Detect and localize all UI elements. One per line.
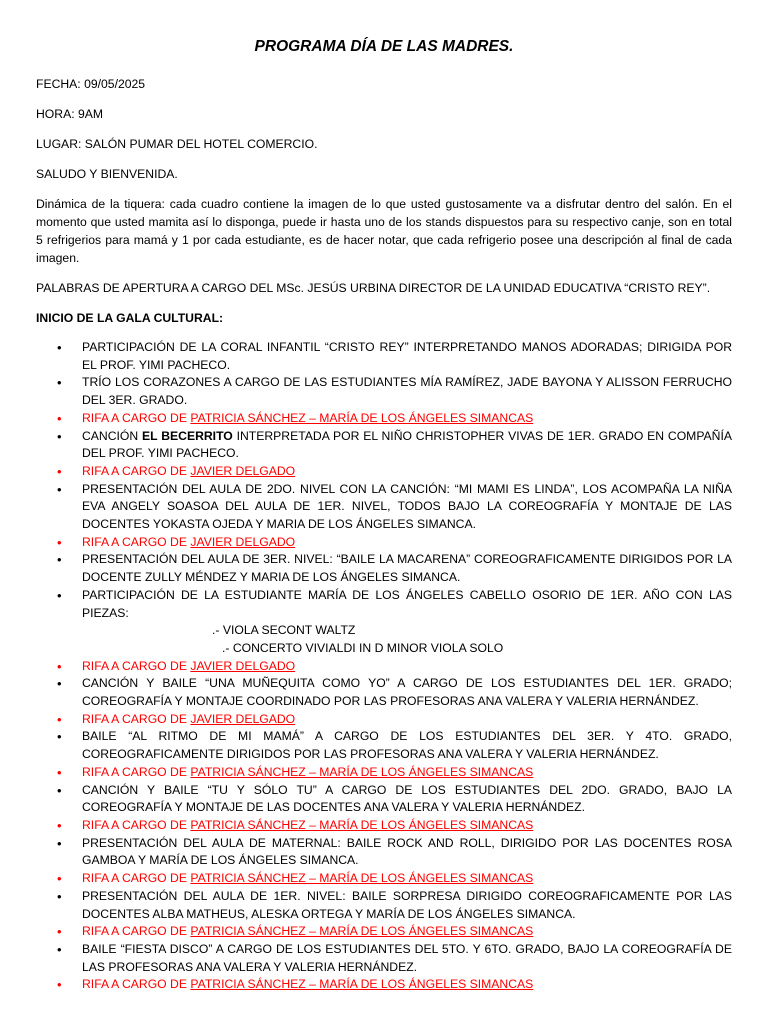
program-item — [36, 339, 732, 374]
raffle-prefix: RIFA A CARGO DE — [82, 534, 191, 549]
raffle-item — [36, 410, 732, 428]
bullet-icon: • — [57, 729, 62, 745]
item-text: PRESENTACIÓN DEL AULA DE 2DO. NIVEL CON LA CANCIÓN: “MI MAMI ES LINDA”, LOS ACOMPAÑA LA NIÑA EVA ANGELY SOASOA DEL AULA DE 1ER. NIVEL, TODOS BAJO LA COREOGRAFÍA Y MONTAJE DE LAS DOCENTES YOKASTA OJEDA Y MARIA DE LOS ÁNGELES SIMANCA. — [82, 481, 732, 532]
bullet-icon: • — [57, 676, 62, 692]
program-item — [36, 551, 732, 586]
raffle-prefix: RIFA A CARGO DE — [82, 463, 191, 478]
bullet-icon: • — [57, 941, 62, 957]
raffle-responsible: PATRICIA SÁNCHEZ – MARÍA DE LOS ÁNGELES SIMANCAS — [190, 977, 534, 992]
raffle-prefix: RIFA A CARGO DE — [82, 817, 191, 832]
item-text: PRESENTACIÓN DEL AULA DE MATERNAL: BAILE ROCK AND ROLL, DIRIGIDO POR LAS DOCENTES ROSA GAMBOA Y MARÍA DE LOS ÁNGELES SIMANCA. — [82, 835, 732, 868]
bullet-icon: • — [57, 764, 62, 780]
bullet-icon: • — [57, 711, 62, 727]
raffle-item — [36, 764, 732, 782]
bullet-icon: • — [57, 410, 62, 426]
item-text: CANCIÓN Y BAILE “UNA MUÑEQUITA COMO YO” A CARGO DE LOS ESTUDIANTES DEL 1ER. GRADO; COREOGRAFÍA Y MONTAJE COORDINADO POR LAS PROFESORAS ANA VALERA Y VALERIA HERNÁNDEZ. — [82, 676, 732, 709]
raffle-responsible: PATRICIA SÁNCHEZ – MARÍA DE LOS ÁNGELES SIMANCAS — [190, 764, 534, 779]
program-item — [36, 888, 732, 923]
bullet-icon: • — [57, 552, 62, 568]
bullet-icon: • — [57, 658, 62, 674]
raffle-item — [36, 534, 732, 552]
bullet-icon: • — [57, 817, 62, 833]
bullet-icon: • — [57, 587, 62, 603]
bullet-icon: • — [57, 428, 62, 444]
piece-line: .- CONCERTO VIVIALDI IN D MINOR VIOLA SOLO — [222, 640, 504, 655]
raffle-item — [36, 658, 732, 676]
raffle-responsible: PATRICIA SÁNCHEZ – MARÍA DE LOS ÁNGELES SIMANCAS — [190, 871, 534, 886]
page-title: PROGRAMA DÍA DE LAS MADRES. — [254, 38, 514, 55]
bullet-icon: • — [57, 481, 62, 497]
item-text: INTERPRETADA POR EL NIÑO CHRISTOPHER VIVAS DE 1ER. GRADO EN COMPAÑÍA DEL PROF. YIMI PACHECO. — [82, 428, 733, 461]
raffle-responsible: JAVIER DELGADO — [190, 711, 296, 726]
program-item — [36, 481, 732, 534]
bullet-icon: • — [57, 977, 62, 993]
program-item — [36, 782, 732, 817]
raffle-item — [36, 923, 732, 941]
raffle-prefix: RIFA A CARGO DE — [82, 711, 191, 726]
item-text: PARTICIPACIÓN DE LA ESTUDIANTE MARÍA DE LOS ÁNGELES CABELLO OSORIO DE 1ER. AÑO CON LAS PIEZAS: — [82, 587, 732, 620]
greeting-line: SALUDO Y BIENVENIDA. — [36, 167, 178, 181]
raffle-prefix: RIFA A CARGO DE — [82, 977, 191, 992]
program-item — [36, 941, 732, 976]
program-item — [36, 428, 732, 463]
bullet-icon: • — [57, 375, 62, 391]
raffle-responsible: PATRICIA SÁNCHEZ – MARÍA DE LOS ÁNGELES SIMANCAS — [190, 924, 534, 939]
bullet-icon: • — [57, 871, 62, 887]
raffle-prefix: RIFA A CARGO DE — [82, 924, 191, 939]
raffle-prefix: RIFA A CARGO DE — [82, 410, 191, 425]
raffle-prefix: RIFA A CARGO DE — [82, 658, 191, 673]
gala-heading: INICIO DE LA GALA CULTURAL: — [36, 311, 224, 325]
program-item — [36, 587, 732, 658]
bullet-icon: • — [57, 924, 62, 940]
item-text: BAILE “AL RITMO DE MI MAMÁ” A CARGO DE LOS ESTUDIANTES DEL 3ER. Y 4TO. GRADO, COREOGRAFICAMENTE DIRIGIDOS POR LAS PROFESORAS ANA VALERA Y VALERIA HERNÁNDEZ. — [82, 729, 732, 762]
bullet-icon: • — [57, 888, 62, 904]
bullet-icon: • — [57, 534, 62, 550]
item-text: PRESENTACIÓN DEL AULA DE 3ER. NIVEL: “BAILE LA MACARENA” COREOGRAFICAMENTE DIRIGIDOS POR LA DOCENTE ZULLY MÉNDEZ Y MARIA DE LOS ÁNGELES SIMANCA. — [82, 552, 732, 585]
item-text: PRESENTACIÓN DEL AULA DE 1ER. NIVEL: BAILE SORPRESA DIRIGIDO COREOGRAFICAMENTE POR LAS DOCENTES ALBA MATHEUS, ALESKA ORTEGA Y MARÍA DE LOS ÁNGELES SIMANCA. — [82, 888, 732, 921]
dynamics-paragraph: Dinámica de la tiquera: cada cuadro contiene la imagen de lo que usted gustosamente va a disfrutar dentro del salón. En el momento que usted mamita así lo disponga, puede ir hasta uno de los stands dispuestos para su respectivo canje, son en total 5 refrigerios para mamá y 1 por cada estudiante, es de hacer notar, que cada refrigerio posee una descripción al final de cada imagen. — [36, 197, 732, 265]
raffle-responsible: JAVIER DELGADO — [190, 658, 296, 673]
raffle-item — [36, 711, 732, 729]
bullet-icon: • — [57, 463, 62, 479]
song-title: EL BECERRITO — [142, 428, 233, 443]
program-item — [36, 835, 732, 870]
program-list — [36, 339, 732, 994]
item-text: CANCIÓN Y BAILE “TU Y SÓLO TU” A CARGO DE LOS ESTUDIANTES DEL 2DO. GRADO, BAJO LA COREOGRAFÍA Y MONTAJE DE LAS DOCENTES ANA VALERA Y VALERIA HERNÁNDEZ. — [82, 782, 732, 815]
item-text: CANCIÓN — [82, 428, 143, 443]
bullet-icon: • — [57, 835, 62, 851]
document-page — [36, 38, 732, 994]
raffle-prefix: RIFA A CARGO DE — [82, 871, 191, 886]
raffle-prefix: RIFA A CARGO DE — [82, 764, 191, 779]
raffle-item — [36, 817, 732, 835]
program-item — [36, 374, 732, 409]
program-item — [36, 675, 732, 710]
program-item — [36, 728, 732, 763]
raffle-responsible: JAVIER DELGADO — [190, 534, 296, 549]
raffle-responsible: PATRICIA SÁNCHEZ – MARÍA DE LOS ÁNGELES SIMANCAS — [190, 817, 534, 832]
raffle-item — [36, 870, 732, 888]
venue-line: LUGAR: SALÓN PUMAR DEL HOTEL COMERCIO. — [36, 137, 318, 151]
item-text: PARTICIPACIÓN DE LA CORAL INFANTIL “CRISTO REY” INTERPRETANDO MANOS ADORADAS; DIRIGIDA POR EL PROF. YIMI PACHECO. — [82, 340, 732, 372]
opening-words: PALABRAS DE APERTURA A CARGO DEL MSc. JESÚS URBINA DIRECTOR DE LA UNIDAD EDUCATIVA “CRISTO REY”. — [36, 281, 711, 295]
raffle-responsible: JAVIER DELGADO — [190, 463, 296, 478]
raffle-responsible: PATRICIA SÁNCHEZ – MARÍA DE LOS ÁNGELES SIMANCAS — [190, 410, 534, 425]
time-line: HORA: 9AM — [36, 107, 104, 121]
date-line: FECHA: 09/05/2025 — [36, 77, 146, 91]
raffle-item — [36, 463, 732, 481]
item-text: TRÍO LOS CORAZONES A CARGO DE LAS ESTUDIANTES MÍA RAMÍREZ, JADE BAYONA Y ALISSON FERRUCHO DEL 3ER. GRADO. — [82, 375, 732, 408]
bullet-icon: • — [57, 340, 62, 355]
item-text: BAILE “FIESTA DISCO” A CARGO DE LOS ESTUDIANTES DEL 5TO. Y 6TO. GRADO, BAJO LA COREOGRAFÍA DE LAS PROFESORAS ANA VALERA Y VALERIA HERNÁNDEZ. — [82, 941, 732, 974]
raffle-item — [36, 976, 732, 994]
bullet-icon: • — [57, 782, 62, 798]
piece-line: .- VIOLA SECONT WALTZ — [212, 623, 356, 638]
